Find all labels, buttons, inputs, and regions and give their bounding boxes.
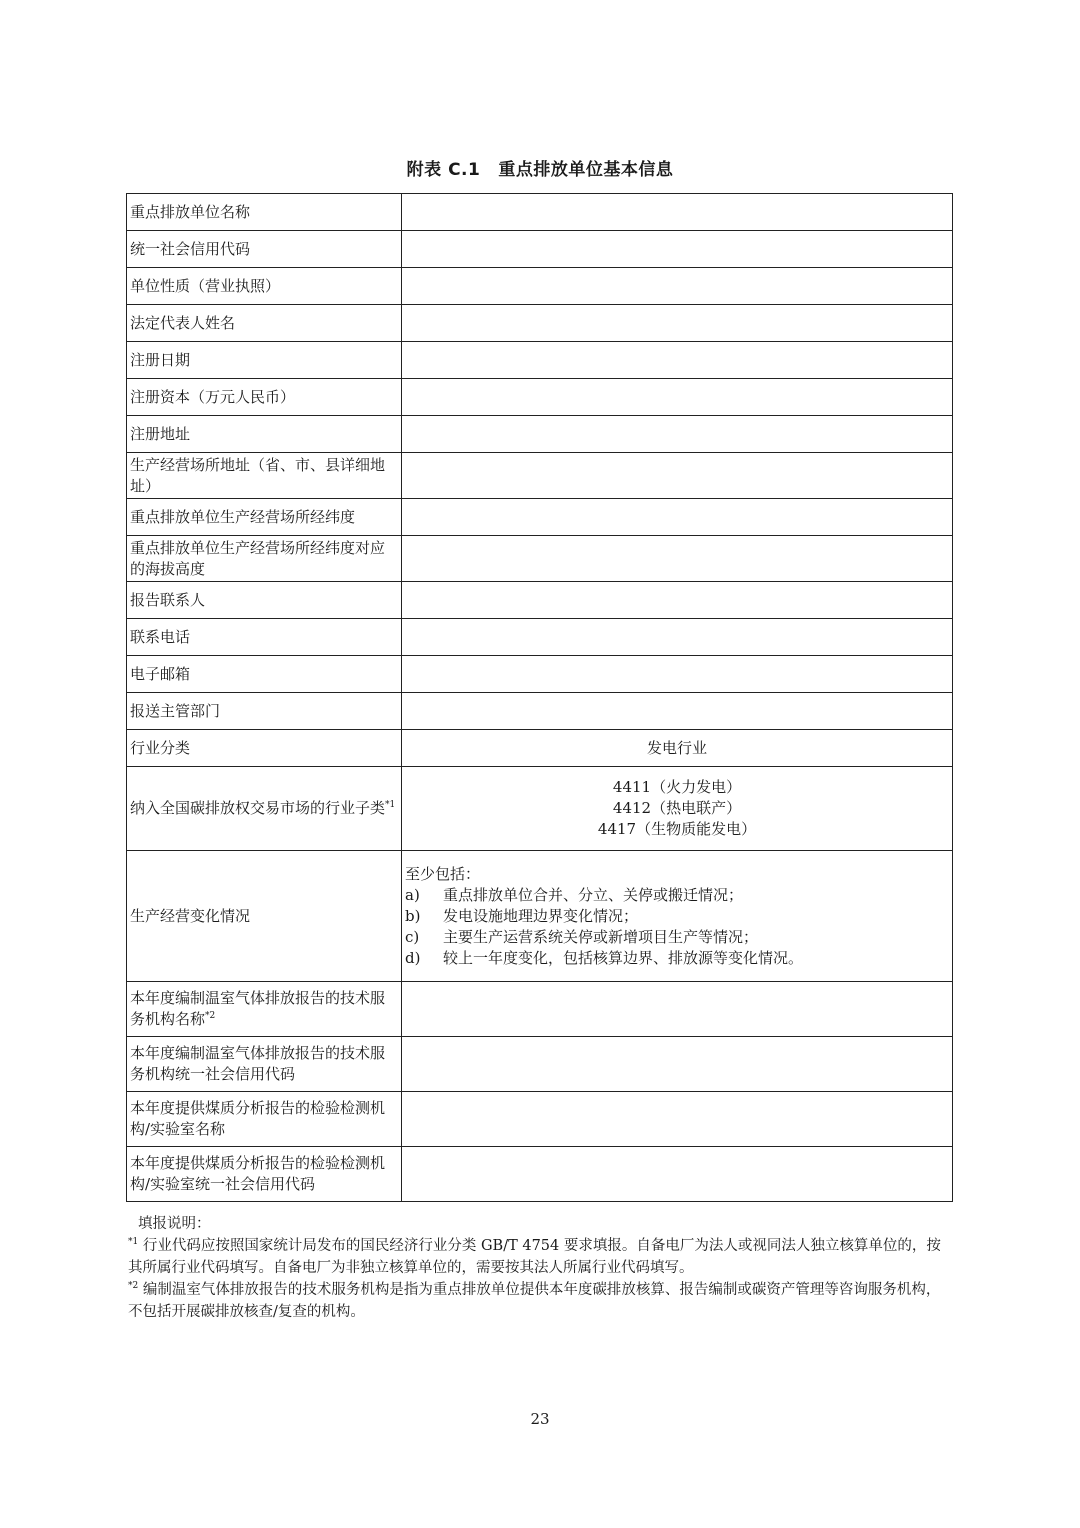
row-value-field[interactable] [402,194,953,231]
subsector-label-cell [127,767,402,851]
row-label: 生产经营场所地址（省、市、县详细地址） [127,453,402,499]
footnote-marker: *2 [205,1011,216,1021]
row-value-field[interactable] [402,582,953,619]
row-value-field[interactable]: 发电行业 [402,730,953,767]
list-item [405,927,949,948]
row-value-field[interactable] [402,1147,953,1202]
list-item [405,906,949,927]
note-1-marker: *1 [128,1237,139,1248]
row-label-cell [127,1092,402,1147]
row-value-field[interactable] [402,416,953,453]
row-value-field[interactable] [402,268,953,305]
list-item [405,885,949,906]
row-label: 重点排放单位生产经营场所经纬度 [127,499,402,536]
table-row [127,231,953,268]
subsector-footnote-marker: *1 [385,800,396,810]
row-label: 本年度编制温室气体排放报告的技术服务机构名称 [130,989,386,1028]
row-label-cell [127,1147,402,1202]
table-row [127,582,953,619]
note-2-text: 编制温室气体排放报告的技术服务机构是指为重点排放单位提供本年度碳排放核算、报告编制或碳资产管理等咨询服务机构，不包括开展碳排放核查/复查的机构。 [128,1282,941,1320]
table-row [127,1147,953,1202]
row-value-field[interactable] [402,619,953,656]
row-value-field[interactable] [402,453,953,499]
subsector-code: 4412（热电联产） [612,799,742,817]
change-label: 生产经营变化情况 [127,851,402,982]
list-text: 重点排放单位合并、分立、关停或搬迁情况； [443,885,744,904]
change-intro: 至少包括： [405,864,481,883]
subsector-code: 4417（生物质能发电） [597,820,757,838]
row-label: 本年度提供煤质分析报告的检验检测机构/实验室统一社会信用代码 [130,1154,386,1193]
row-value-field[interactable] [402,1037,953,1092]
table-row [127,619,953,656]
table-row [127,982,953,1037]
row-value-field[interactable] [402,305,953,342]
row-label: 行业分类 [127,730,402,767]
list-marker: c) [405,927,420,946]
table-row [127,268,953,305]
list-item [405,948,949,969]
row-label: 本年度编制温室气体排放报告的技术服务机构统一社会信用代码 [130,1044,386,1083]
list-text: 较上一年度变化，包括核算边界、排放源等变化情况。 [443,948,804,967]
row-label: 注册资本（万元人民币） [127,379,402,416]
row-label: 重点排放单位名称 [127,194,402,231]
table-row [127,536,953,582]
basic-info-table [126,193,953,1202]
row-label: 注册地址 [127,416,402,453]
note-2 [128,1279,950,1323]
row-value-field[interactable] [402,1092,953,1147]
notes-heading: 填报说明： [138,1216,211,1232]
table-row [127,379,953,416]
row-label: 报送主管部门 [127,693,402,730]
table-row [127,499,953,536]
row-label: 注册日期 [127,342,402,379]
list-marker: a) [405,885,420,904]
fill-notes [128,1213,950,1323]
subsector-code: 4411（火力发电） [612,778,742,796]
page-number: 23 [530,1410,550,1428]
list-text: 主要生产运营系统关停或新增项目生产等情况； [443,927,759,946]
table-row [127,194,953,231]
note-2-marker: *2 [128,1281,139,1292]
table-row [127,453,953,499]
table-row [127,656,953,693]
table-number: 附表 C.1 [406,160,481,180]
list-marker: b) [405,906,421,925]
row-value-field[interactable] [402,499,953,536]
note-1 [128,1235,950,1279]
change-requirements [402,851,953,982]
table-row [127,730,953,767]
row-label-cell [127,982,402,1037]
table-row [127,416,953,453]
row-value-field[interactable] [402,342,953,379]
row-value-field[interactable] [402,231,953,268]
table-row [127,1092,953,1147]
change-row [127,851,953,982]
row-label: 法定代表人姓名 [127,305,402,342]
subsector-values [402,767,953,851]
table-row [127,693,953,730]
row-label: 统一社会信用代码 [127,231,402,268]
list-marker: d) [405,948,421,967]
table-row [127,305,953,342]
table-title: 重点排放单位基本信息 [498,160,674,180]
row-label-cell [127,1037,402,1092]
row-label: 本年度提供煤质分析报告的检验检测机构/实验室名称 [130,1099,386,1138]
row-label: 联系电话 [127,619,402,656]
row-label: 电子邮箱 [127,656,402,693]
note-1-text: 行业代码应按照国家统计局发布的国民经济行业分类 GB/T 4754 要求填报。自备电厂为法人或视同法人独立核算单位的，按其所属行业代码填写。自备电厂为非独立核算单位的，需要按其法人所属行业代码填写。 [128,1238,941,1276]
row-value-field[interactable] [402,536,953,582]
row-value-field[interactable] [402,693,953,730]
row-label: 单位性质（营业执照） [127,268,402,305]
row-label: 重点排放单位生产经营场所经纬度对应的海拔高度 [127,536,402,582]
table-row [127,342,953,379]
subsector-label: 纳入全国碳排放权交易市场的行业子类 [130,799,386,817]
row-value-field[interactable] [402,656,953,693]
row-value-field[interactable] [402,379,953,416]
row-label: 报告联系人 [127,582,402,619]
subsector-row [127,767,953,851]
page-title [0,155,1080,180]
list-text: 发电设施地理边界变化情况； [443,906,639,925]
row-value-field[interactable] [402,982,953,1037]
table-row [127,1037,953,1092]
